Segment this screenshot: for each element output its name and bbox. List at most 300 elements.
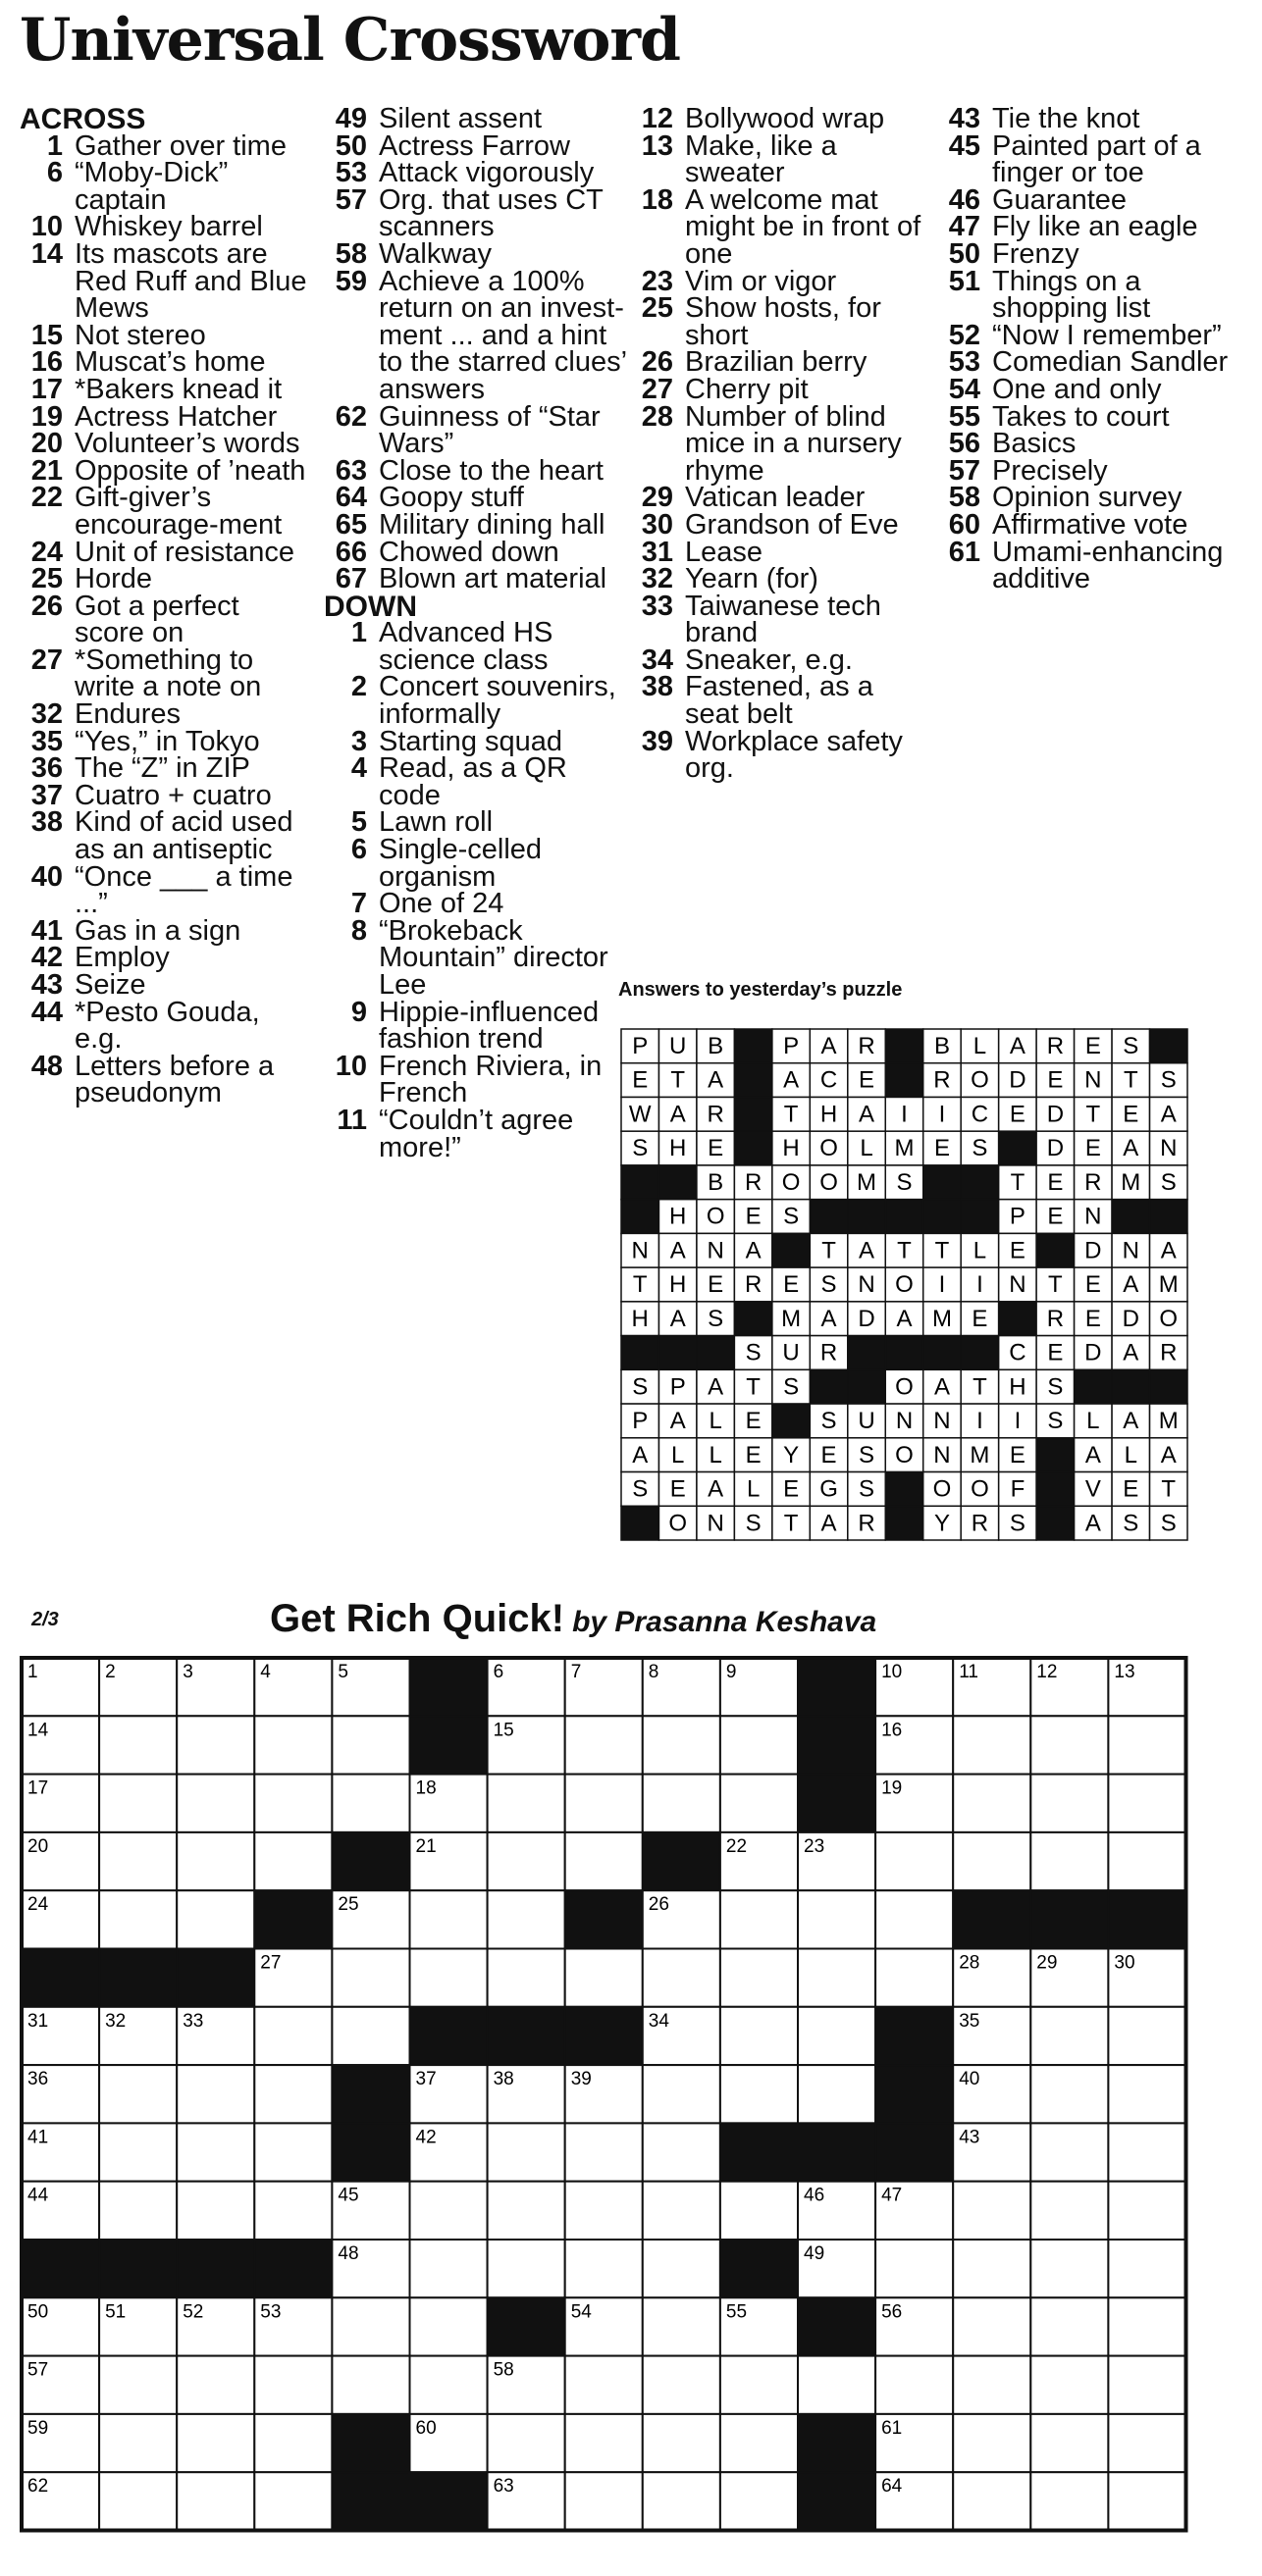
answer-block: [923, 1336, 961, 1370]
answer-letter: O: [895, 1373, 914, 1401]
clue-text: Bollywood wrap: [685, 103, 885, 134]
grid-cell[interactable]: [410, 2240, 488, 2297]
answer-letter: R: [1160, 1339, 1178, 1366]
answer-letter: B: [708, 1033, 724, 1060]
grid-block: [332, 2472, 409, 2530]
clue-item: [20, 779, 314, 811]
grid-cell[interactable]: [643, 2065, 720, 2123]
clue-number: 27: [641, 373, 673, 405]
answer-letter: I: [901, 1101, 908, 1128]
cell-number: 38: [493, 2069, 514, 2090]
grid-cell[interactable]: [488, 1890, 565, 1948]
answer-letter: A: [708, 1066, 724, 1094]
answer-block: [885, 1472, 922, 1507]
answer-letter: L: [973, 1033, 987, 1060]
grid-cell[interactable]: [99, 2414, 177, 2472]
clue-column-1: [20, 103, 314, 1109]
clue-text: One and only: [992, 373, 1162, 405]
cell-number: 35: [959, 2010, 980, 2032]
grid-cell[interactable]: [332, 2356, 409, 2414]
clue-number: 19: [30, 400, 63, 433]
grid-cell[interactable]: [1030, 2123, 1108, 2181]
answer-letter: H: [1009, 1373, 1026, 1401]
cell-number: 41: [27, 2127, 49, 2148]
grid-cell[interactable]: [798, 2356, 875, 2414]
grid-cell[interactable]: [254, 1832, 332, 1890]
clue-text: “Brokeback Mountain” director Lee: [379, 914, 608, 1001]
grid-cell[interactable]: [720, 2065, 798, 2123]
grid-cell[interactable]: [1030, 1716, 1108, 1774]
cell-number: 12: [1036, 1662, 1058, 1682]
clue-item: [20, 400, 314, 433]
grid-cell[interactable]: [643, 2356, 720, 2414]
grid-cell[interactable]: [643, 1949, 720, 2007]
grid-block: [798, 1658, 875, 1716]
answers-grid: [620, 1028, 1189, 1542]
answer-letter: E: [632, 1066, 649, 1094]
cell-number: 40: [959, 2069, 980, 2090]
grid-cell[interactable]: [488, 1949, 565, 2007]
grid-cell[interactable]: [410, 2297, 488, 2355]
clue-item: [937, 428, 1251, 460]
grid-cell[interactable]: [1030, 2356, 1108, 2414]
grid-cell[interactable]: [99, 2182, 177, 2240]
grid-cell[interactable]: [643, 2240, 720, 2297]
grid-cell[interactable]: [410, 1949, 488, 2007]
clue-number: 17: [30, 373, 63, 405]
answer-letter: S: [1160, 1168, 1177, 1196]
cell-number: 16: [881, 1720, 903, 1741]
clue-number: 46: [948, 183, 980, 216]
clue-number: 41: [30, 914, 63, 947]
grid-cell[interactable]: [1108, 2356, 1185, 2414]
grid-cell[interactable]: [1030, 2182, 1108, 2240]
grid-cell[interactable]: [332, 2297, 409, 2355]
grid-cell[interactable]: [99, 1775, 177, 1832]
grid-cell[interactable]: [953, 2472, 1030, 2530]
answer-letter: S: [632, 1135, 649, 1162]
grid-cell[interactable]: [875, 1832, 953, 1890]
grid-cell[interactable]: [488, 2182, 565, 2240]
clue-item: [937, 265, 1251, 325]
clue-number: 37: [30, 779, 63, 811]
grid-cell[interactable]: [177, 2065, 254, 2123]
answer-letter: L: [860, 1135, 873, 1162]
answer-letter: A: [1160, 1441, 1177, 1468]
grid-cell[interactable]: [99, 1716, 177, 1774]
answer-letter: E: [669, 1475, 686, 1503]
grid-cell[interactable]: [99, 2123, 177, 2181]
clue-text: Guinness of “Star Wars”: [379, 400, 601, 460]
grid-cell[interactable]: [177, 2182, 254, 2240]
grid-cell[interactable]: [488, 1775, 565, 1832]
answer-letter: E: [933, 1135, 950, 1162]
grid-block: [410, 1658, 488, 1716]
grid-cell[interactable]: [177, 2472, 254, 2530]
grid-cell[interactable]: [1108, 2123, 1185, 2181]
answer-letter: T: [934, 1237, 950, 1264]
answer-block: [772, 1233, 810, 1267]
clue-text: Tie the knot: [992, 103, 1140, 134]
cell-number: 52: [183, 2301, 204, 2323]
grid-block: [565, 2007, 643, 2065]
answer-letter: U: [858, 1408, 875, 1435]
grid-cell[interactable]: [720, 1775, 798, 1832]
puzzle-title-text: Get Rich Quick!: [270, 1597, 565, 1640]
cell-number: 64: [881, 2476, 903, 2498]
answer-block: [734, 1131, 771, 1165]
clue-text: Cherry pit: [685, 373, 809, 405]
puzzle-number: 2/3: [31, 1609, 59, 1630]
grid-cell[interactable]: [177, 2414, 254, 2472]
clue-item: [324, 237, 628, 270]
grid-cell[interactable]: [99, 2356, 177, 2414]
answer-letter: S: [745, 1510, 762, 1537]
grid-cell[interactable]: [177, 2123, 254, 2181]
grid-cell[interactable]: [177, 1775, 254, 1832]
grid-cell[interactable]: [99, 2472, 177, 2530]
grid-cell[interactable]: [1030, 2065, 1108, 2123]
clue-item: [324, 888, 628, 920]
grid-cell[interactable]: [1030, 1775, 1108, 1832]
clue-number: 27: [30, 644, 63, 676]
answer-block: [1036, 1472, 1074, 1507]
grid-cell[interactable]: [798, 1949, 875, 2007]
clue-text: Grandson of Eve: [685, 508, 899, 541]
grid-cell[interactable]: [565, 1949, 643, 2007]
grid-cell[interactable]: [720, 2414, 798, 2472]
grid-cell[interactable]: [99, 1832, 177, 1890]
answer-block: [621, 1200, 658, 1234]
grid-cell[interactable]: [643, 2414, 720, 2472]
grid-cell[interactable]: [177, 2356, 254, 2414]
grid-cell[interactable]: [643, 1775, 720, 1832]
cell-number: 57: [27, 2359, 49, 2381]
grid-cell[interactable]: [99, 2065, 177, 2123]
answer-letter: N: [895, 1408, 914, 1435]
grid-cell[interactable]: [720, 1716, 798, 1774]
grid-cell[interactable]: [875, 1949, 953, 2007]
cell-number: 30: [1114, 1952, 1135, 1974]
grid-cell[interactable]: [254, 2123, 332, 2181]
clue-text: Concert souvenirs, informally: [379, 671, 616, 731]
answer-block: [734, 1302, 771, 1336]
grid-cell[interactable]: [798, 2065, 875, 2123]
clue-text: One of 24: [379, 888, 504, 920]
answer-letter: T: [821, 1237, 836, 1264]
clue-text: Things on a shopping list: [992, 265, 1151, 325]
answer-block: [848, 1336, 885, 1370]
clue-number: 15: [30, 319, 63, 351]
answer-letter: B: [708, 1168, 724, 1196]
cell-number: 8: [648, 1662, 659, 1682]
grid-cell[interactable]: [953, 2182, 1030, 2240]
grid-cell[interactable]: [565, 2123, 643, 2181]
grid-cell[interactable]: [488, 2414, 565, 2472]
grid-cell[interactable]: [332, 1775, 409, 1832]
grid-block: [798, 1775, 875, 1832]
answer-letter: N: [1160, 1135, 1178, 1162]
answer-letter: R: [858, 1033, 875, 1060]
clue-column-2: [324, 103, 628, 1163]
answer-letter: S: [859, 1475, 875, 1503]
answer-block: [1112, 1200, 1149, 1234]
section-header: DOWN: [324, 590, 417, 623]
answer-letter: H: [631, 1305, 649, 1332]
answer-letter: T: [897, 1237, 912, 1264]
cell-number: 4: [260, 1662, 271, 1682]
crossword-grid: [20, 1656, 1197, 2545]
grid-cell[interactable]: [1108, 2414, 1185, 2472]
grid-cell[interactable]: [565, 2414, 643, 2472]
answer-letter: P: [632, 1408, 649, 1435]
clue-item: [937, 400, 1251, 433]
clue-number: 35: [30, 725, 63, 757]
clue-item: [630, 536, 924, 568]
answer-letter: N: [707, 1510, 724, 1537]
clue-number: 43: [30, 969, 63, 1001]
grid-cell[interactable]: [254, 2472, 332, 2530]
grid-cell[interactable]: [410, 2182, 488, 2240]
grid-cell[interactable]: [953, 1832, 1030, 1890]
puzzle-byline: by Prasanna Keshava: [572, 1606, 877, 1638]
cell-number: 9: [725, 1662, 737, 1682]
cell-number: 48: [338, 2243, 359, 2264]
grid-cell[interactable]: [177, 1716, 254, 1774]
grid-cell[interactable]: [254, 2182, 332, 2240]
grid-cell[interactable]: [410, 2356, 488, 2414]
answer-letter: P: [632, 1033, 649, 1060]
clue-text: Letters before a pseudonym: [75, 1050, 275, 1109]
grid-cell[interactable]: [1030, 2414, 1108, 2472]
answer-letter: S: [859, 1441, 875, 1468]
grid-block: [798, 2297, 875, 2355]
answer-letter: L: [709, 1408, 722, 1435]
clue-text: Org. that uses CT scanners: [379, 183, 604, 243]
clue-text: Starting squad: [379, 725, 563, 757]
clue-item: [20, 942, 314, 974]
grid-cell[interactable]: [1108, 2065, 1185, 2123]
clue-text: Chowed down: [379, 536, 559, 568]
answer-letter: N: [933, 1441, 951, 1468]
clue-item: [630, 103, 924, 134]
grid-cell[interactable]: [953, 1775, 1030, 1832]
grid-cell[interactable]: [410, 1890, 488, 1948]
grid-cell[interactable]: [488, 1832, 565, 1890]
grid-cell[interactable]: [720, 2472, 798, 2530]
clue-text: “Now I remember”: [992, 319, 1222, 351]
grid-cell[interactable]: [720, 1949, 798, 2007]
grid-cell[interactable]: [488, 2123, 565, 2181]
grid-cell[interactable]: [332, 2007, 409, 2065]
grid-cell[interactable]: [565, 1716, 643, 1774]
grid-cell[interactable]: [332, 1949, 409, 2007]
grid-cell[interactable]: [565, 1775, 643, 1832]
grid-cell[interactable]: [875, 2356, 953, 2414]
answer-letter: M: [894, 1135, 915, 1162]
clue-text: Umami-enhancing additive: [992, 536, 1224, 595]
grid-cell[interactable]: [254, 1716, 332, 1774]
answer-letter: E: [972, 1305, 988, 1332]
clue-item: [20, 373, 314, 405]
grid-cell[interactable]: [953, 2414, 1030, 2472]
grid-cell[interactable]: [720, 2182, 798, 2240]
grid-cell[interactable]: [565, 2356, 643, 2414]
answer-letter: C: [1009, 1339, 1026, 1366]
grid-cell[interactable]: [1030, 2007, 1108, 2065]
clue-text: Workplace safety org.: [685, 725, 903, 785]
grid-cell[interactable]: [1108, 2240, 1185, 2297]
clue-item: [324, 129, 628, 162]
clue-number: 20: [30, 428, 63, 460]
clue-number: 42: [30, 942, 63, 974]
grid-cell[interactable]: [177, 1832, 254, 1890]
grid-block: [643, 1832, 720, 1890]
clue-item: [324, 752, 628, 811]
grid-cell[interactable]: [1108, 1716, 1185, 1774]
grid-cell[interactable]: [1030, 2472, 1108, 2530]
grid-cell[interactable]: [720, 2007, 798, 2065]
clue-number: 47: [948, 211, 980, 243]
grid-cell[interactable]: [565, 2240, 643, 2297]
answer-letter: S: [1009, 1510, 1025, 1537]
answer-letter: I: [938, 1101, 946, 1128]
grid-cell[interactable]: [1108, 1832, 1185, 1890]
grid-block: [410, 2472, 488, 2530]
clue-number: 4: [350, 752, 367, 785]
cell-number: 5: [338, 1662, 348, 1682]
clue-number: 10: [335, 1050, 367, 1082]
clue-text: Takes to court: [992, 400, 1170, 433]
answer-letter: E: [708, 1135, 724, 1162]
cell-number: 45: [338, 2185, 359, 2206]
grid-cell[interactable]: [1030, 1832, 1108, 1890]
answer-letter: S: [1123, 1033, 1139, 1060]
cell-number: 13: [1114, 1662, 1135, 1682]
answer-letter: S: [820, 1271, 837, 1299]
grid-cell[interactable]: [177, 1890, 254, 1948]
grid-cell[interactable]: [1108, 1775, 1185, 1832]
clue-number: 11: [337, 1104, 367, 1136]
grid-cell[interactable]: [643, 1716, 720, 1774]
clue-text: Employ: [75, 942, 170, 974]
grid-block: [22, 2240, 99, 2297]
answer-block: [658, 1336, 696, 1370]
cell-number: 47: [881, 2185, 903, 2206]
clue-item: [324, 563, 628, 595]
clue-text: Not stereo: [75, 319, 206, 351]
answer-letter: O: [706, 1203, 725, 1230]
grid-cell[interactable]: [953, 2356, 1030, 2414]
grid-cell[interactable]: [1108, 2182, 1185, 2240]
grid-cell[interactable]: [720, 1890, 798, 1948]
grid-cell[interactable]: [643, 2182, 720, 2240]
cell-number: 23: [804, 1835, 825, 1857]
answer-letter: D: [1084, 1339, 1102, 1366]
clue-item: [937, 508, 1251, 541]
answer-letter: O: [971, 1475, 989, 1503]
grid-cell[interactable]: [953, 1716, 1030, 1774]
grid-cell[interactable]: [1108, 2472, 1185, 2530]
answer-letter: L: [746, 1475, 761, 1503]
clue-item: [937, 536, 1251, 595]
answer-letter: E: [783, 1271, 800, 1299]
grid-cell[interactable]: [1108, 2007, 1185, 2065]
grid-cell[interactable]: [1030, 2240, 1108, 2297]
grid-cell[interactable]: [99, 1890, 177, 1948]
grid-cell[interactable]: [953, 2297, 1030, 2355]
grid-cell[interactable]: [332, 1716, 409, 1774]
grid-cell[interactable]: [254, 1775, 332, 1832]
answer-letter: M: [931, 1305, 952, 1332]
answer-letter: E: [1009, 1441, 1025, 1468]
clue-text: Its mascots are Red Ruff and Blue Mews: [75, 237, 307, 325]
answer-letter: O: [668, 1510, 688, 1537]
clue-item: [324, 725, 628, 757]
grid-cell[interactable]: [254, 2065, 332, 2123]
grid-cell[interactable]: [953, 2240, 1030, 2297]
answer-block: [885, 1506, 922, 1540]
clue-text: Fastened, as a seat belt: [685, 671, 873, 731]
cell-number: 7: [570, 1662, 582, 1682]
grid-cell[interactable]: [565, 1832, 643, 1890]
grid-cell[interactable]: [565, 2472, 643, 2530]
answer-letter: E: [1084, 1033, 1101, 1060]
grid-cell[interactable]: [565, 2182, 643, 2240]
clue-item: [324, 806, 628, 839]
clue-number: 57: [948, 454, 980, 487]
grid-cell[interactable]: [643, 2297, 720, 2355]
clue-item: [630, 373, 924, 405]
grid-cell[interactable]: [1030, 2297, 1108, 2355]
answer-letter: C: [819, 1066, 838, 1094]
grid-cell[interactable]: [254, 2356, 332, 2414]
answer-letter: U: [669, 1033, 687, 1060]
grid-cell[interactable]: [254, 2414, 332, 2472]
cell-number: 15: [493, 1720, 514, 1741]
clue-item: [324, 834, 628, 893]
grid-block: [99, 2240, 177, 2297]
clue-number: 43: [948, 103, 980, 134]
answer-letter: O: [819, 1135, 838, 1162]
grid-cell[interactable]: [798, 1890, 875, 1948]
grid-cell[interactable]: [720, 2356, 798, 2414]
answer-letter: T: [670, 1066, 686, 1094]
clue-text: Gift-giver’s encourage-ment: [75, 482, 283, 541]
grid-cell[interactable]: [1108, 2297, 1185, 2355]
clue-item: [630, 292, 924, 351]
cell-number: 36: [27, 2069, 49, 2090]
grid-cell[interactable]: [488, 2240, 565, 2297]
answer-letter: N: [1084, 1203, 1102, 1230]
grid-cell[interactable]: [798, 2007, 875, 2065]
cell-number: 59: [27, 2417, 49, 2439]
clue-number: 16: [30, 346, 63, 379]
answer-letter: I: [976, 1271, 983, 1299]
clue-text: “Yes,” in Tokyo: [75, 725, 260, 757]
clue-number: 40: [30, 860, 63, 893]
grid-cell[interactable]: [643, 2123, 720, 2181]
grid-cell[interactable]: [643, 2472, 720, 2530]
clue-text: Silent assent: [379, 103, 543, 134]
cell-number: 56: [881, 2301, 903, 2323]
grid-cell[interactable]: [875, 1890, 953, 1948]
grid-cell[interactable]: [875, 2240, 953, 2297]
grid-cell[interactable]: [254, 2007, 332, 2065]
answer-letter: E: [1084, 1135, 1101, 1162]
clue-number: 52: [948, 319, 980, 351]
answer-letter: N: [858, 1271, 875, 1299]
